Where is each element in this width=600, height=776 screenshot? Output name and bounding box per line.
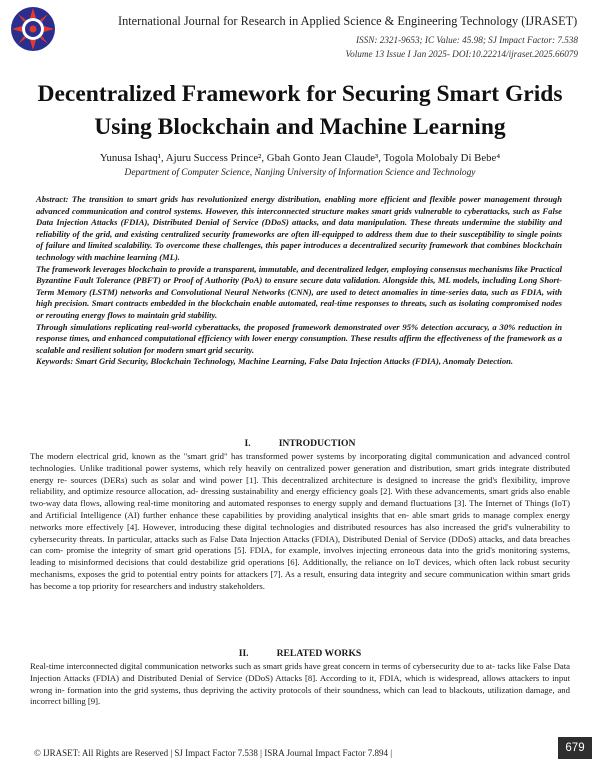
section-number: I. <box>244 438 251 449</box>
section-title: INTRODUCTION <box>278 438 356 449</box>
page-number: 679 <box>558 737 592 759</box>
keywords: Keywords: Smart Grid Security, Blockchain Technology, Machine Learning, False Data Injection Attacks (FDIA), Anomaly Detection. <box>36 356 514 367</box>
section-heading-introduction <box>30 438 570 449</box>
abstract-paragraph-1: Abstract: The transition to smart grids has revolutionized energy distribution, enabling more efficient and flexible power management through advanced communication and control systems. However, this interconnected structure makes smart grids vulnerable to cyberattacks, such as False Data Injection Attacks (FDIA), Distributed Denial of Service (DDoS) attacks, and data manipulation. These threats undermine the stability and reliability of the grid, and existing centralized security frameworks are often ill-equipped to address them due to their susceptibility to single points of failure and limited scalability. To overcome these challenges, this paper introduces a decentralized security framework that combines blockchain technology with machine learning (ML). <box>36 194 562 262</box>
abstract-block <box>36 194 562 368</box>
section-paragraph: Real-time interconnected digital communication networks such as smart grids have great concern in terms of cybersecurity due to at- tacks like False Data Injection Attacks (FDIA) and Distributed Denial of Service (DDoS) Attacks [8]. According to it, FDIA, which is widespread, allows attackers to input wrong in- formation into the grid systems, thus depriving the activity protocols of their soundness, which can lead to blackouts, utilization damage, and incorrect billing [9]. <box>30 661 570 707</box>
section-body-introduction <box>30 451 570 593</box>
page-footer: © IJRASET: All Rights are Reserved | SJ Impact Factor 7.538 | ISRA Journal Impact Factor 7.894 | <box>34 748 393 758</box>
section-number: II. <box>238 648 249 659</box>
abstract-paragraph-2: The framework leverages blockchain to provide a transparent, immutable, and decentralized ledger, employing consensus mechanisms like Practical Byzantine Fault Tolerance (PBFT) or Proof of Authority (PoA) to ensure secure data validation. Alongside this, ML models, including Long Short-Term Memory (LSTM) networks and Convolutional Neural Networks (CNN), are used to detect anomalies in time-series data, such as FDIA, with high precision. Smart contracts embedded in the blockchain enable automated, real-time responses to threats, such as isolating compromised nodes or rerouting energy flows to maintain grid stability. <box>36 263 562 320</box>
volume-line: Volume 13 Issue I Jan 2025- DOI:10.22214/ijraset.2025.66079 <box>345 49 578 59</box>
section-body-related-works <box>30 661 570 708</box>
section-heading-related-works <box>30 648 570 659</box>
abstract-paragraph-3: Through simulations replicating real-world cyberattacks, the proposed framework demonstrated over 95% detection accuracy, a 30% reduction in response times, and enhanced computational efficiency with lower energy consumption. These results affirm the effectiveness of the framework as a scalable and resilient solution for modern smart grid security. <box>36 321 562 355</box>
section-paragraph: The modern electrical grid, known as the "smart grid" has transformed power systems by incorporating digital communication and advanced control technologies. Unlike traditional power systems, which rely heavily on centralized power generation and distribution, smart grids integrate distributed energy re- sources (DERs) such as solar and wind power [1]. This decentralized architecture is designed to increase the grid's flexibility, improve reliability, and optimize resource allocation, ad- dressing sustainability and energy efficiency goals [2]. With these advancements, smart grids also enable two-way data flows, allowing real-time monitoring and automated responses to energy supply and demand fluctuations [3]. The Internet of Things (IoT) and Artificial Intelligence (AI) further enhance these capabilities by providing analytical insights that en- able smart grids to manage complex energy networks more effectively [4]. However, introducing these digital technologies and distributed resources has also increased the grid's vulnerability to cybersecurity threats. In particular, attacks such as False Data Injection Attacks (FDIA), Distributed Denial of Service (DDoS) attacks, and data breaches can com- promise the integrity of smart grid operations [5]. FDIA, for example, involves injecting erroneous data into the grid's monitoring systems, leading to misinformed decisions that could destabilize grid operations [6]. Additionally, the reliance on IoT devices, which often lack robust security mechanisms, exposes the grid to potential entry points for attackers [7]. As a result, ensuring data integrity and secure communication within smart grids has become a top priority for researchers and industry stakeholders. <box>30 451 570 591</box>
journal-name: International Journal for Research in Applied Science & Engineering Technology (IJRASET) <box>118 14 578 28</box>
section-title: RELATED WORKS <box>276 648 362 659</box>
author-list: Yunusa Ishaq¹, Ajuru Success Prince², Gbah Gonto Jean Claude³, Togola Molobaly Di Bebe⁴ <box>99 152 501 164</box>
author-affiliation: Department of Computer Science, Nanjing University of Information Science and Technology <box>124 168 476 178</box>
ijraset-logo-icon <box>10 6 56 52</box>
issn-line: ISSN: 2321-9653; IC Value: 45.98; SJ Impact Factor: 7.538 <box>356 35 578 45</box>
paper-title: Decentralized Framework for Securing Smart Grids Using Blockchain and Machine Learning <box>37 81 563 140</box>
